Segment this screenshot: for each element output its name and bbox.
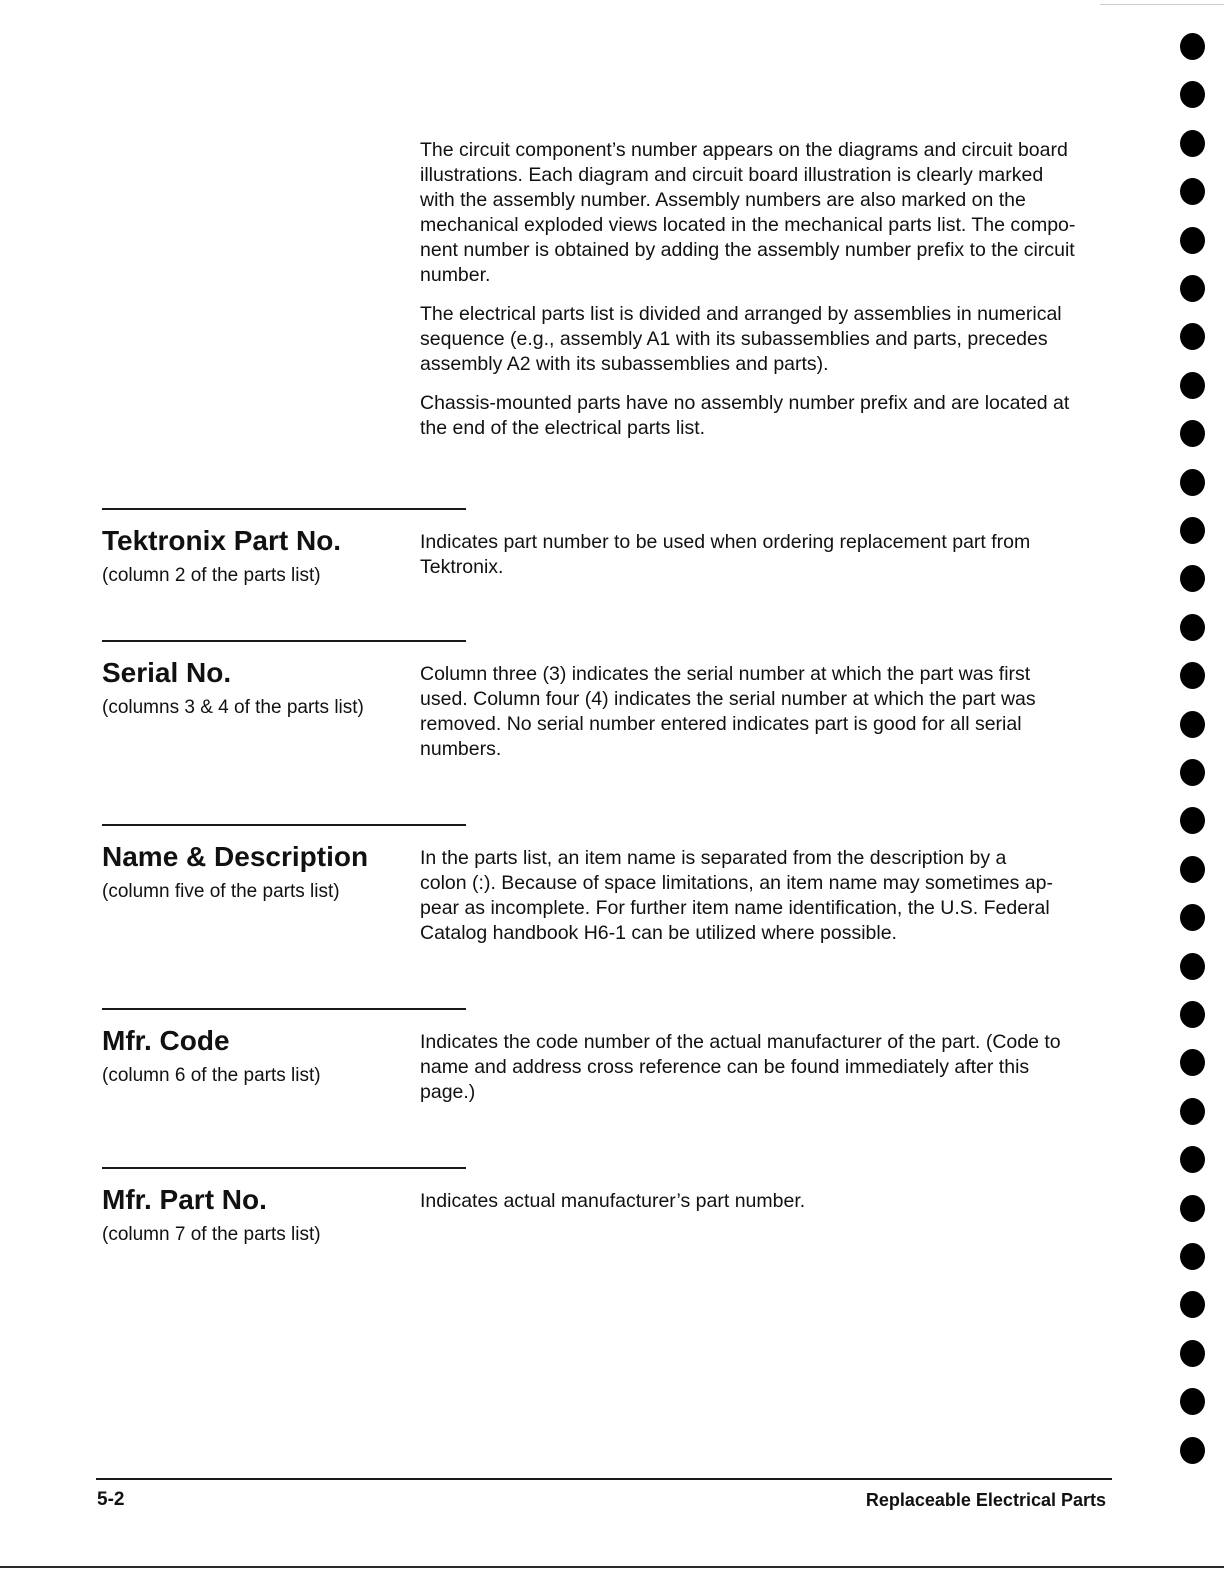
binder-hole-icon xyxy=(1180,1243,1205,1270)
binder-hole-icon xyxy=(1180,420,1205,447)
binder-hole-icon xyxy=(1180,1388,1205,1415)
section-divider xyxy=(102,1008,466,1010)
section-subheading: (column five of the parts list) xyxy=(102,881,340,902)
binder-hole-icon xyxy=(1180,1437,1205,1464)
scan-edge xyxy=(1100,4,1224,5)
footer-title: Replaceable Electrical Parts xyxy=(865,1490,1106,1510)
section-description: Indicates the code number of the actual manufacturer of the part. (Code to name and address cross reference can be found immediately after this page.) xyxy=(420,1031,1061,1103)
binder-holes xyxy=(1180,0,1210,1582)
section-divider xyxy=(102,1167,466,1169)
binder-hole-icon xyxy=(1180,904,1205,931)
section-heading: Mfr. Code xyxy=(102,1025,230,1056)
section-description: Column three (3) indicates the serial number at which the part was first used. Column four (4) indicates the serial number at which the part was removed. No serial number entered indicates part is good for all serial numbers. xyxy=(420,663,1036,760)
binder-hole-icon xyxy=(1180,469,1205,496)
section-heading: Mfr. Part No. xyxy=(102,1184,267,1215)
binder-hole-icon xyxy=(1180,130,1205,157)
page-number: 5-2 xyxy=(97,1489,125,1510)
section-subheading: (column 2 of the parts list) xyxy=(102,565,321,586)
binder-hole-icon xyxy=(1180,1340,1205,1367)
binder-hole-icon xyxy=(1180,565,1205,592)
binder-hole-icon xyxy=(1180,517,1205,544)
section-heading: Serial No. xyxy=(102,657,232,688)
binder-hole-icon xyxy=(1180,662,1205,689)
binder-hole-icon xyxy=(1180,81,1205,108)
binder-hole-icon xyxy=(1180,372,1205,399)
binder-hole-icon xyxy=(1180,227,1205,254)
binder-hole-icon xyxy=(1180,807,1205,834)
section-subheading: (column 7 of the parts list) xyxy=(102,1224,321,1245)
section-divider xyxy=(102,508,466,510)
binder-hole-icon xyxy=(1180,1049,1205,1076)
section-subheading: (column 6 of the parts list) xyxy=(102,1065,321,1086)
binder-hole-icon xyxy=(1180,1146,1205,1173)
section-heading: Tektronix Part No. xyxy=(102,525,342,556)
intro-paragraph: The electrical parts list is divided and arranged by assemblies in numerical sequence (e.g., assembly A1 with its subassemblies and parts, precedes assembly A2 with its subassemblies and parts). xyxy=(420,303,1062,375)
section-divider xyxy=(102,640,466,642)
section-divider xyxy=(102,824,466,826)
intro-paragraph: Chassis-mounted parts have no assembly number prefix and are located at the end of the electrical parts list. xyxy=(420,392,1070,439)
binder-hole-icon xyxy=(1180,178,1205,205)
binder-hole-icon xyxy=(1180,856,1205,883)
binder-hole-icon xyxy=(1180,711,1205,738)
binder-hole-icon xyxy=(1180,323,1205,350)
section-description: In the parts list, an item name is separated from the description by a colon (:). Because of space limitations, an item name may sometimes ap- pear as incomplete. For further item name identification, the U.S. Federal Catalog handbook H6-1 can be utilized where possible. xyxy=(420,847,1053,944)
intro-paragraph: The circuit component’s number appears on the diagrams and circuit board illustrations. Each diagram and circuit board illustration is clearly marked with the assembly number. Assembly numbers are also marked on the mechanical exploded views located in the mechanical parts list. The compo- nent number is obtained by adding the assembly number prefix to the circuit number. xyxy=(420,139,1076,286)
binder-hole-icon xyxy=(1180,33,1205,60)
section-subheading: (columns 3 & 4 of the parts list) xyxy=(102,697,364,718)
intro-text-block xyxy=(420,138,1110,455)
binder-hole-icon xyxy=(1180,953,1205,980)
binder-hole-icon xyxy=(1180,1001,1205,1028)
binder-hole-icon xyxy=(1180,1098,1205,1125)
binder-hole-icon xyxy=(1180,759,1205,786)
scan-edge xyxy=(0,1566,1224,1568)
binder-hole-icon xyxy=(1180,614,1205,641)
binder-hole-icon xyxy=(1180,275,1205,302)
section-description: Indicates actual manufacturer’s part number. xyxy=(420,1190,806,1212)
binder-hole-icon xyxy=(1180,1291,1205,1318)
section-heading: Name & Description xyxy=(102,841,369,872)
binder-hole-icon xyxy=(1180,1195,1205,1222)
section-description: Indicates part number to be used when ordering replacement part from Tektronix. xyxy=(420,531,1031,578)
footer-divider xyxy=(96,1478,1112,1480)
